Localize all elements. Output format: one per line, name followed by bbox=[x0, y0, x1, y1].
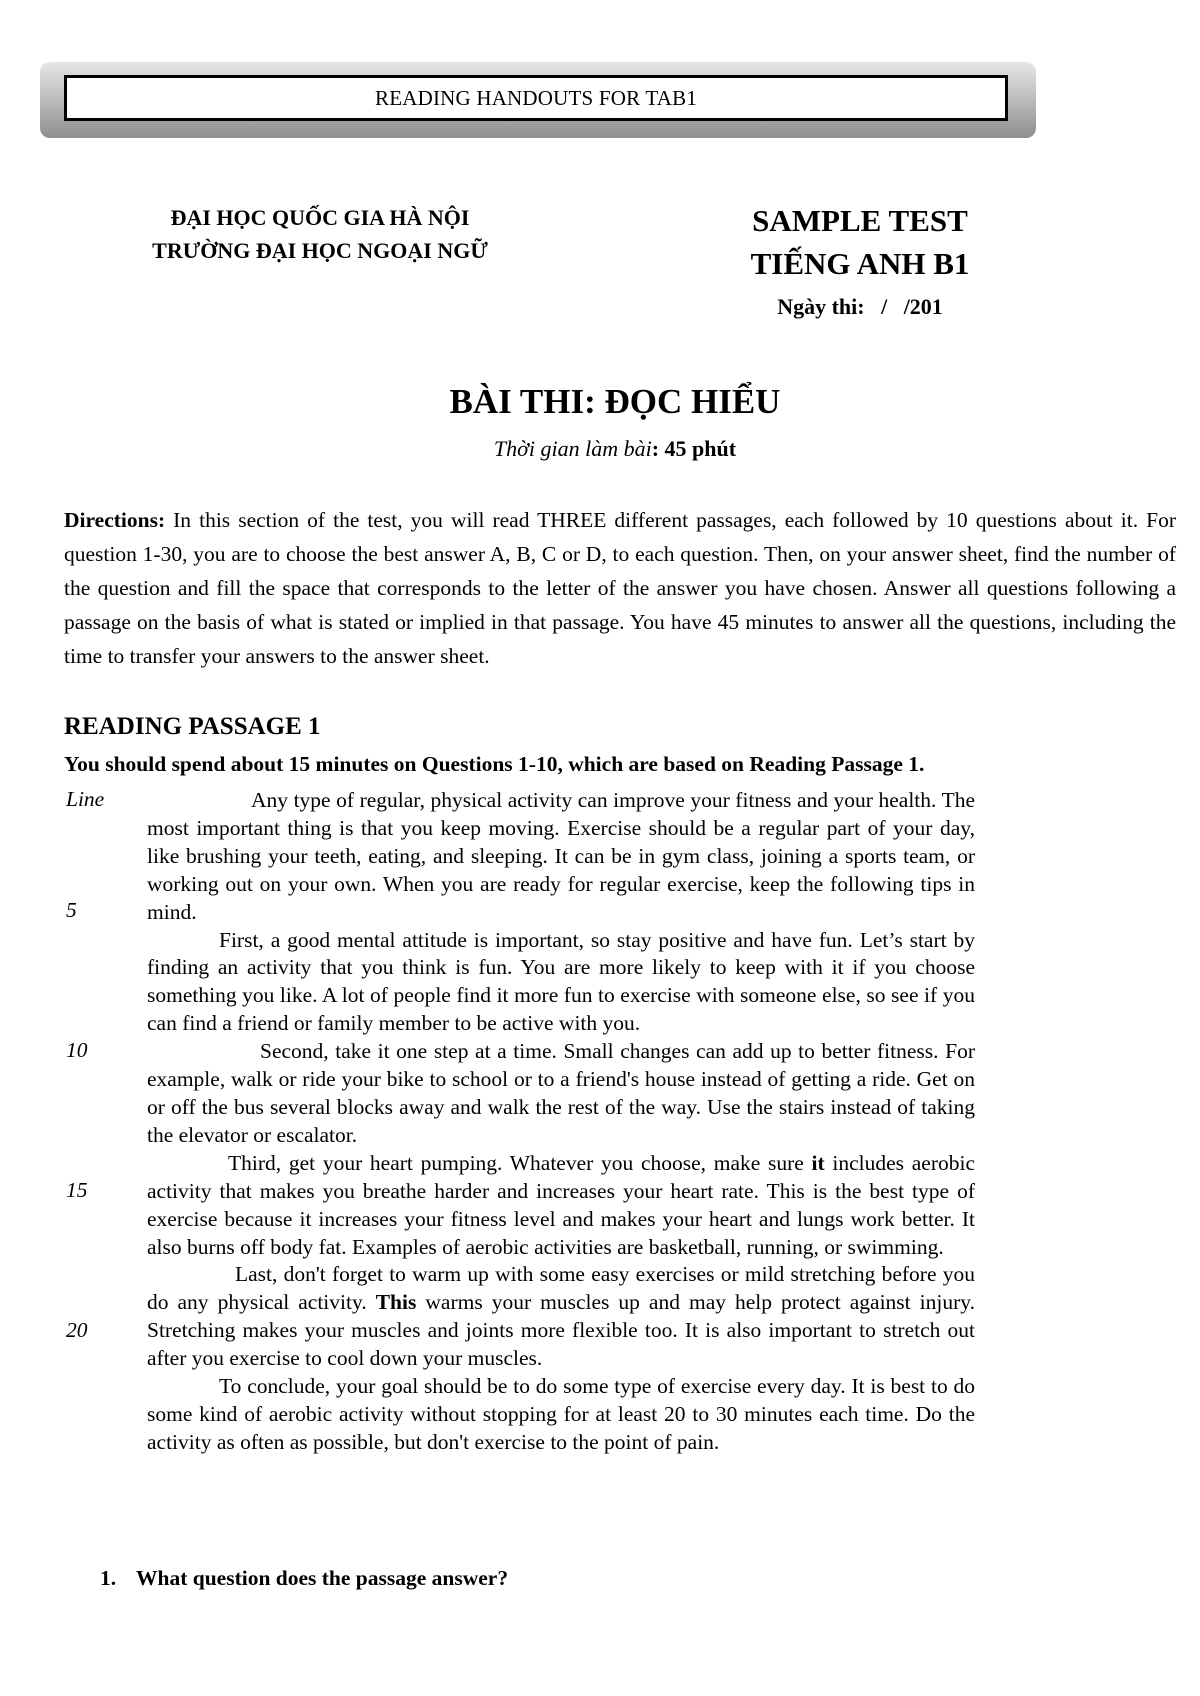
paragraph-5-bold: This bbox=[375, 1290, 417, 1315]
test-level: TIẾNG ANH B1 bbox=[750, 246, 970, 281]
paragraph-3: Second, take it one step at a time. Small changes can add up to better fitness. For example, walk or ride your bike to school or to a friend's house instead of getting a ride. Get on or off the bus several blocks away and walk the rest of the way. Use the stairs instead of taking the elevator or escalator. bbox=[147, 1039, 975, 1147]
sample-test-block bbox=[740, 200, 980, 326]
paragraph-5-rest: warms your muscles up and may help protect against injury. Stretching makes your muscles and joints more flexible too. It is also important to stretch out after you exercise to cool down your muscles. bbox=[147, 1290, 976, 1371]
paragraph-4 bbox=[147, 1150, 975, 1262]
question-1 bbox=[100, 1566, 508, 1591]
paragraph-4-rest: includes aerobic activity that makes you breathe harder and increases your heart rate. This is the best type of exercise because it increases your fitness level and makes your heart and lungs work better. It also burns off body fat. Examples of aerobic activities are basketball, running, or swimming. bbox=[147, 1150, 975, 1259]
line-marker-20: 20 bbox=[66, 1318, 88, 1342]
banner-title: READING HANDOUTS FOR TAB1 bbox=[64, 75, 1008, 121]
line-marker-5: 5 bbox=[66, 898, 77, 922]
question-text: What question does the passage answer? bbox=[136, 1566, 509, 1590]
time-label: Thời gian làm bài bbox=[493, 436, 652, 461]
time-allowed bbox=[0, 436, 1200, 462]
university-name: ĐẠI HỌC QUỐC GIA HÀ NỘI bbox=[170, 205, 470, 230]
paragraph-4-bold: it bbox=[811, 1150, 825, 1175]
test-title: BÀI THI: ĐỌC HIỂU bbox=[449, 382, 781, 421]
time-value: : 45 phút bbox=[651, 436, 737, 461]
exam-date: Ngày thi: / /201 bbox=[777, 294, 943, 319]
university-block bbox=[100, 201, 540, 267]
line-marker-10: 10 bbox=[66, 1038, 88, 1062]
paragraph-5-text: Last, don't forget to warm up with some easy exercises or mild stretching before you do any physical activity. bbox=[147, 1262, 975, 1315]
question-number: 1. bbox=[100, 1566, 117, 1590]
line-marker-line: Line bbox=[66, 787, 105, 811]
line-marker-15: 15 bbox=[66, 1178, 88, 1202]
directions-text: In this section of the test, you will read THREE different passages, each followed by 10 questions about it. For question 1-30, you are to choose the best answer A, B, C or D, to each question. Then, on your answer sheet, find the number of the question and fill the space that corresponds to the letter of the answer you have chosen. Answer all questions following a passage on the basis of what is stated or implied in that passage. You have 45 minutes to answer all the questions, including the time to transfer your answers to the answer sheet. bbox=[64, 508, 1176, 668]
header-banner bbox=[40, 62, 1036, 138]
sample-test-label: SAMPLE TEST bbox=[752, 203, 968, 238]
directions bbox=[64, 503, 1176, 673]
paragraph-1: Any type of regular, physical activity can improve your fitness and your health. The most important thing is that you keep moving. Exercise should be a regular part of your day, like brushing your teeth, eating, and sleeping. It can be in gym class, joining a sports team, or working out on your own. When you are ready for regular exercise, keep the following tips in mind. bbox=[147, 788, 975, 924]
paragraph-5 bbox=[147, 1261, 975, 1373]
directions-label: Directions: bbox=[64, 508, 166, 532]
passage-body bbox=[147, 787, 975, 1457]
paragraph-2: First, a good mental attitude is important, so stay positive and have fun. Let’s start by finding an activity that you think is fun. You are more likely to keep with it if you choose something you like. A lot of people find it more fun to exercise with someone else, so see if you can find a friend or family member to be active with you. bbox=[147, 927, 975, 1036]
passage-instruction: You should spend about 15 minutes on Questions 1-10, which are based on Reading Passage 1. bbox=[64, 752, 925, 776]
paragraph-6: To conclude, your goal should be to do some type of exercise every day. It is best to do some kind of aerobic activity without stopping for at least 20 to 30 minutes each time. Do the activity as often as possible, but don't exercise to the point of pain. bbox=[147, 1374, 975, 1454]
paragraph-4-text: Third, get your heart pumping. Whatever you choose, make sure bbox=[228, 1150, 812, 1175]
school-name: TRƯỜNG ĐẠI HỌC NGOẠI NGỮ bbox=[152, 238, 488, 263]
passage-heading: READING PASSAGE 1 bbox=[64, 713, 321, 740]
